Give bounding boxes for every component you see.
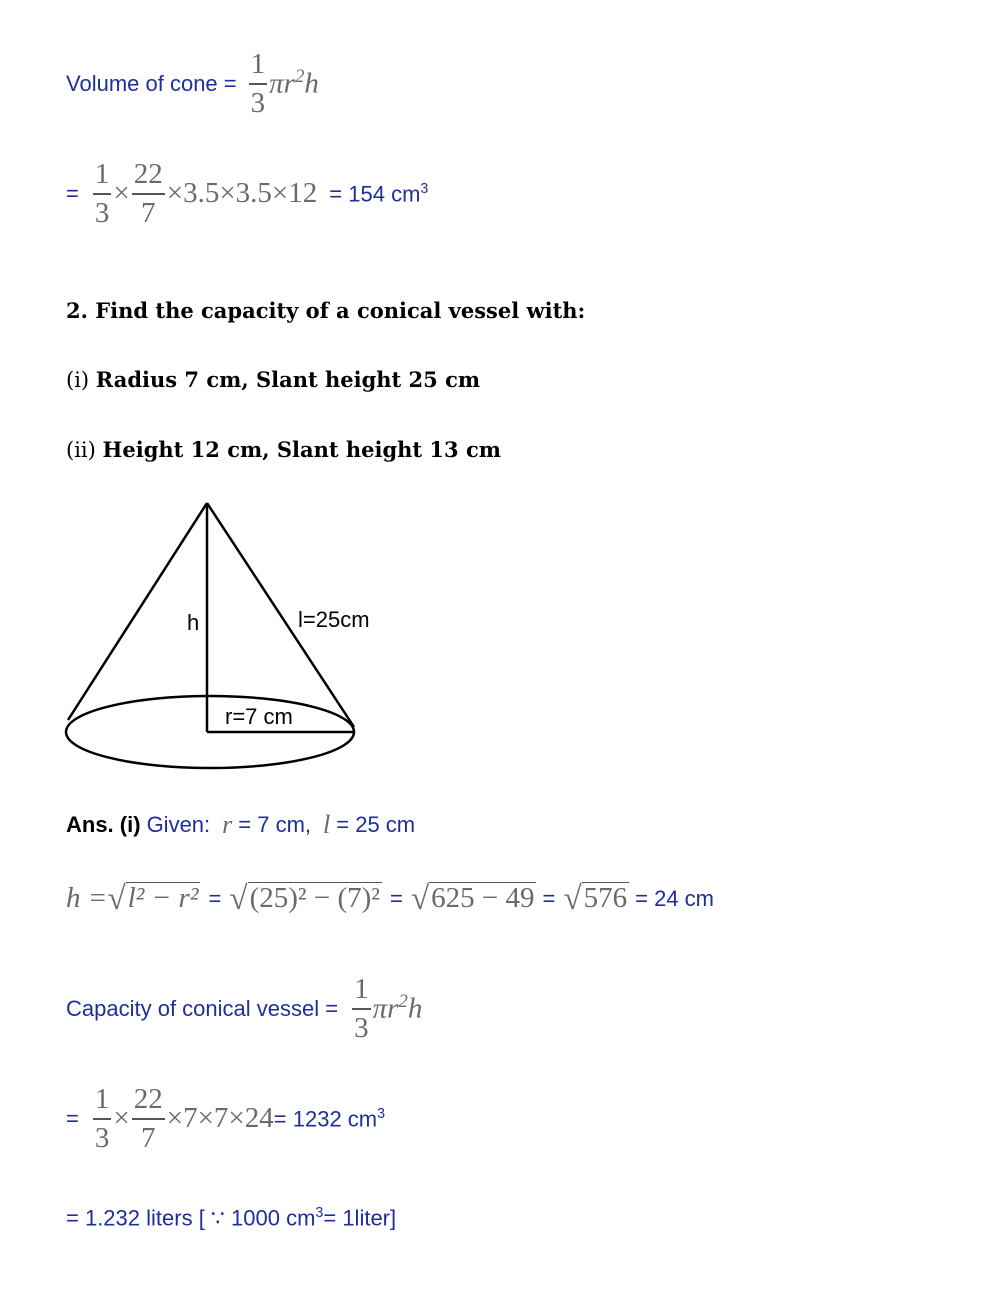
sqrt-25-7: √ (25)² − (7)² [229,880,380,917]
multiplication-terms: ×3.5×3.5×12 [166,177,318,210]
one-third-fraction: $\frac{1}{3}$ [94,1083,110,1154]
height-calculation-line: h = √ l² − r² = √ (25)² − (7)² = √ 625 − 49 = √ 576 = 24 cm [66,880,715,917]
one-third-fraction: $\frac{1}{3}$ [250,48,266,119]
answer-given-line: Ans. (i) Given: r = 7 cm, l = 25 cm [66,810,416,839]
height-result: = 24 cm [635,885,715,911]
one-third-fraction: $\frac{1}{3}$ [354,973,369,1044]
pi-r-expression: $\pi r^2h$ [372,991,423,1026]
pi-r-expression: $\pi r^2h$ [269,66,319,101]
slant-height-label: l=25cm [298,607,370,632]
capacity-result: = 1232 $cm^3$ [273,1105,386,1131]
sqrt-l2-r2: √ l² − r² [107,880,199,917]
sqrt-625-49: √ 625 − 49 [410,880,535,917]
capacity-calculation-line: = $\frac{1}{3}$ × $\frac{22}{7}$ ×7×7×24 = 1232 $cm^3$ [66,1083,386,1154]
pi-fraction: $\frac{22}{7}$ [133,158,163,229]
pi-fraction: $\frac{22}{7}$ [133,1083,163,1154]
multiplication-terms: ×7×7×24 [166,1102,274,1135]
question-part-ii: (ii) Height 12 cm, Slant height 13 cm [66,437,501,462]
capacity-formula-line [66,975,422,1043]
one-third-fraction: $\frac{1}{3}$ [94,158,110,229]
question-heading: 2. Find the capacity of a conical vessel with: [66,298,586,323]
liters-conversion-line: = 1.232 liters [ ∵ 1000 $cm^3=$ 1liter] [66,1205,397,1231]
answer-label: Ans. (i) [66,812,141,837]
volume-label: Volume of cone = [66,70,237,96]
capacity-label: Capacity of conical vessel = [66,995,339,1021]
sqrt-576: √ 576 [563,880,628,917]
question-part-i: (i) Radius 7 cm, Slant height 25 cm [66,367,481,392]
radius-label: r=7 cm [225,704,293,729]
volume-result: = 154 $cm^3$ [329,180,429,206]
volume-formula-line [66,50,319,118]
volume-calculation-line: = $\frac{1}{3}$ × $\frac{22}{7}$ ×3.5×3.5×12 = 154 $cm^3$ [66,158,429,229]
cone-diagram [60,495,370,785]
height-label: h [187,610,200,635]
